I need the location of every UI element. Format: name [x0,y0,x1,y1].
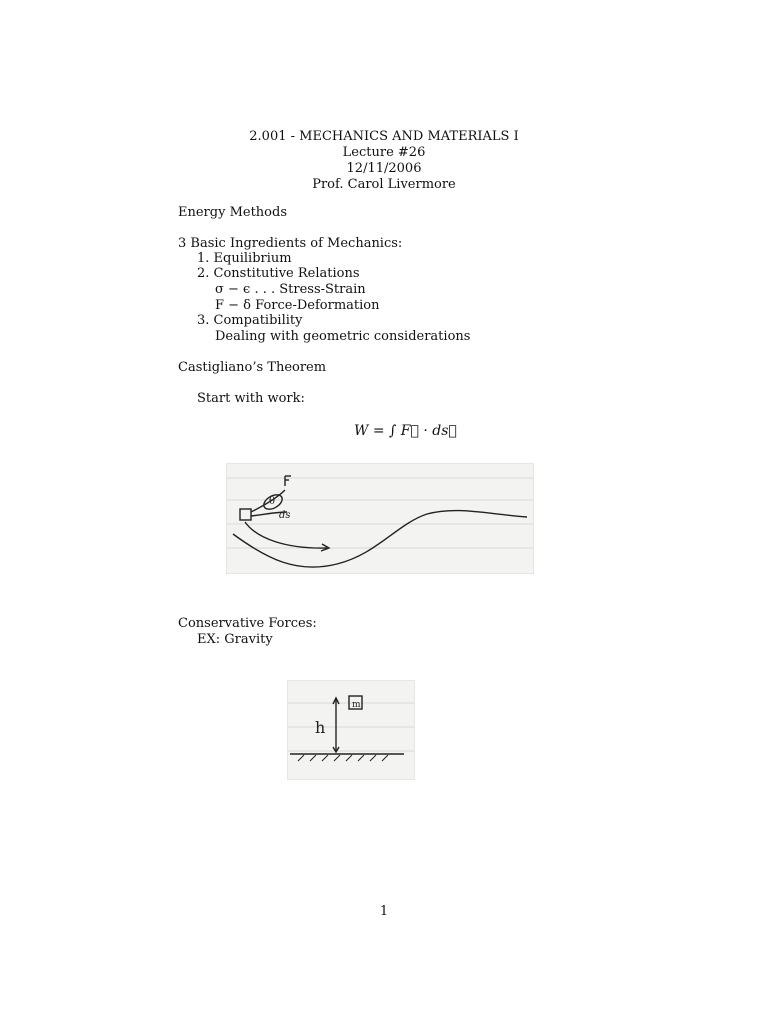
course-title: 2.001 - MECHANICS AND MATERIALS I [249,129,519,144]
mass-label: m [352,700,361,710]
page-number: 1 [379,904,389,919]
lecture-number: Lecture #26 [342,145,426,160]
theta-label: θ [269,496,276,507]
gravity-sketch [287,680,415,780]
start-with-work: Start with work: [197,391,305,406]
height-label: h [315,718,326,737]
ingredient-constitutive: 2. Constitutive Relations [197,266,360,281]
gravity-sketch-drawing [288,681,414,779]
gravity-example: EX: Gravity [197,632,273,647]
force-deformation-line: F − δ Force-Deformation [215,298,380,313]
stress-strain-line: σ − ϵ . . . Stress-Strain [215,282,366,297]
compatibility-description: Dealing with geometric considerations [215,329,471,344]
document-header [0,129,768,193]
path-sketch [226,463,534,574]
work-equation: W = ∫ F⃗ · ds⃗ [354,423,457,439]
ds-label: ds [279,510,291,521]
ingredient-compatibility: 3. Compatibility [197,313,303,328]
instructor-name: Prof. Carol Livermore [312,177,456,192]
ingredient-equilibrium: 1. Equilibrium [197,251,292,266]
ingredients-title: 3 Basic Ingredients of Mechanics: [178,236,403,251]
path-sketch-drawing [227,464,533,573]
conservative-heading: Conservative Forces: [178,616,317,631]
theorem-heading: Castigliano’s Theorem [178,360,327,375]
lecture-date: 12/11/2006 [346,161,422,176]
topic-heading: Energy Methods [178,205,287,220]
